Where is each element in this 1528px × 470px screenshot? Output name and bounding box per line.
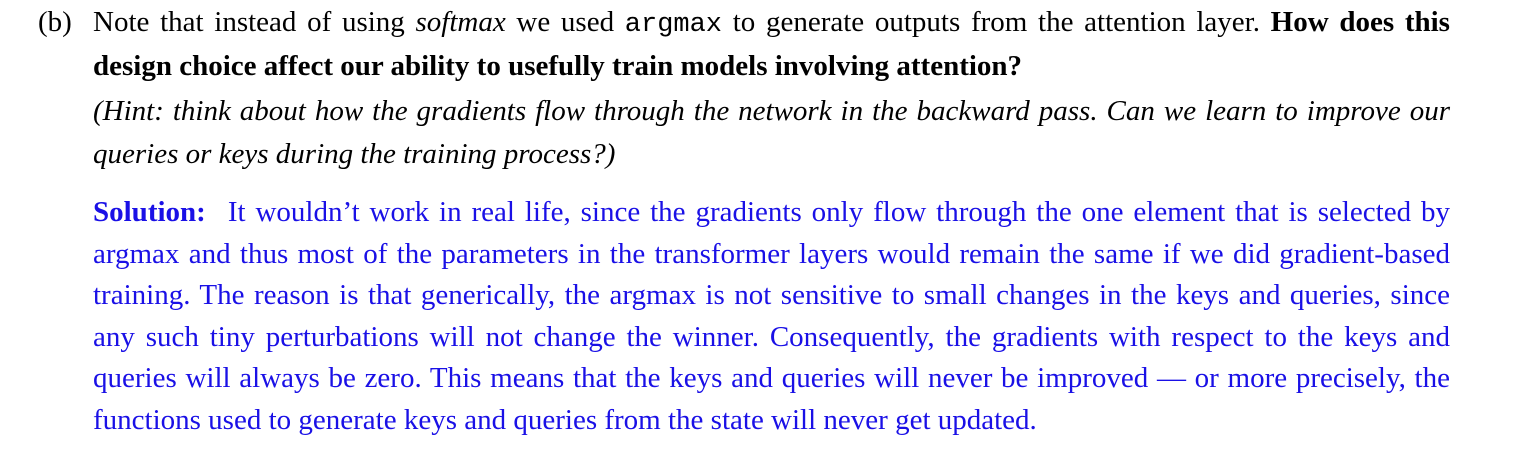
question-part3: to generate outputs from the attention layer. [722, 6, 1271, 38]
item-body [93, 0, 1450, 441]
problem-part-b [38, 0, 1450, 441]
hint-text: (Hint: think about how the gradients flow through the network in the backward pass. Can we learn to improve our queries or keys during the training process?) [93, 95, 1450, 170]
solution-text: It wouldn’t work in real life, since the gradients only flow through the one element that is selected by argmax and thus most of the parameters in the transformer layers would remain the same if we did gradient-based training. The reason is that generically, the argmax is not sensitive to small changes in the keys and queries, since any such tiny perturbations will not change the winner. Consequently, the gradients with respect to the keys and queries will always be zero. This means that the keys and queries will never be improved — or more precisely, the functions used to generate keys and queries from the state will never get updated. [93, 196, 1450, 436]
question-text [93, 2, 1450, 87]
argmax-code: argmax [624, 10, 723, 40]
solution-block [93, 192, 1450, 441]
question-bold: How does this design choice affect our ability to usefully train models involving attention? [93, 6, 1450, 82]
question-part1: Note that instead of using [93, 6, 416, 38]
solution-label: Solution: [93, 196, 206, 228]
softmax-term: softmax [415, 6, 506, 38]
question-part2: we used [505, 6, 625, 38]
item-label: (b) [38, 6, 72, 38]
